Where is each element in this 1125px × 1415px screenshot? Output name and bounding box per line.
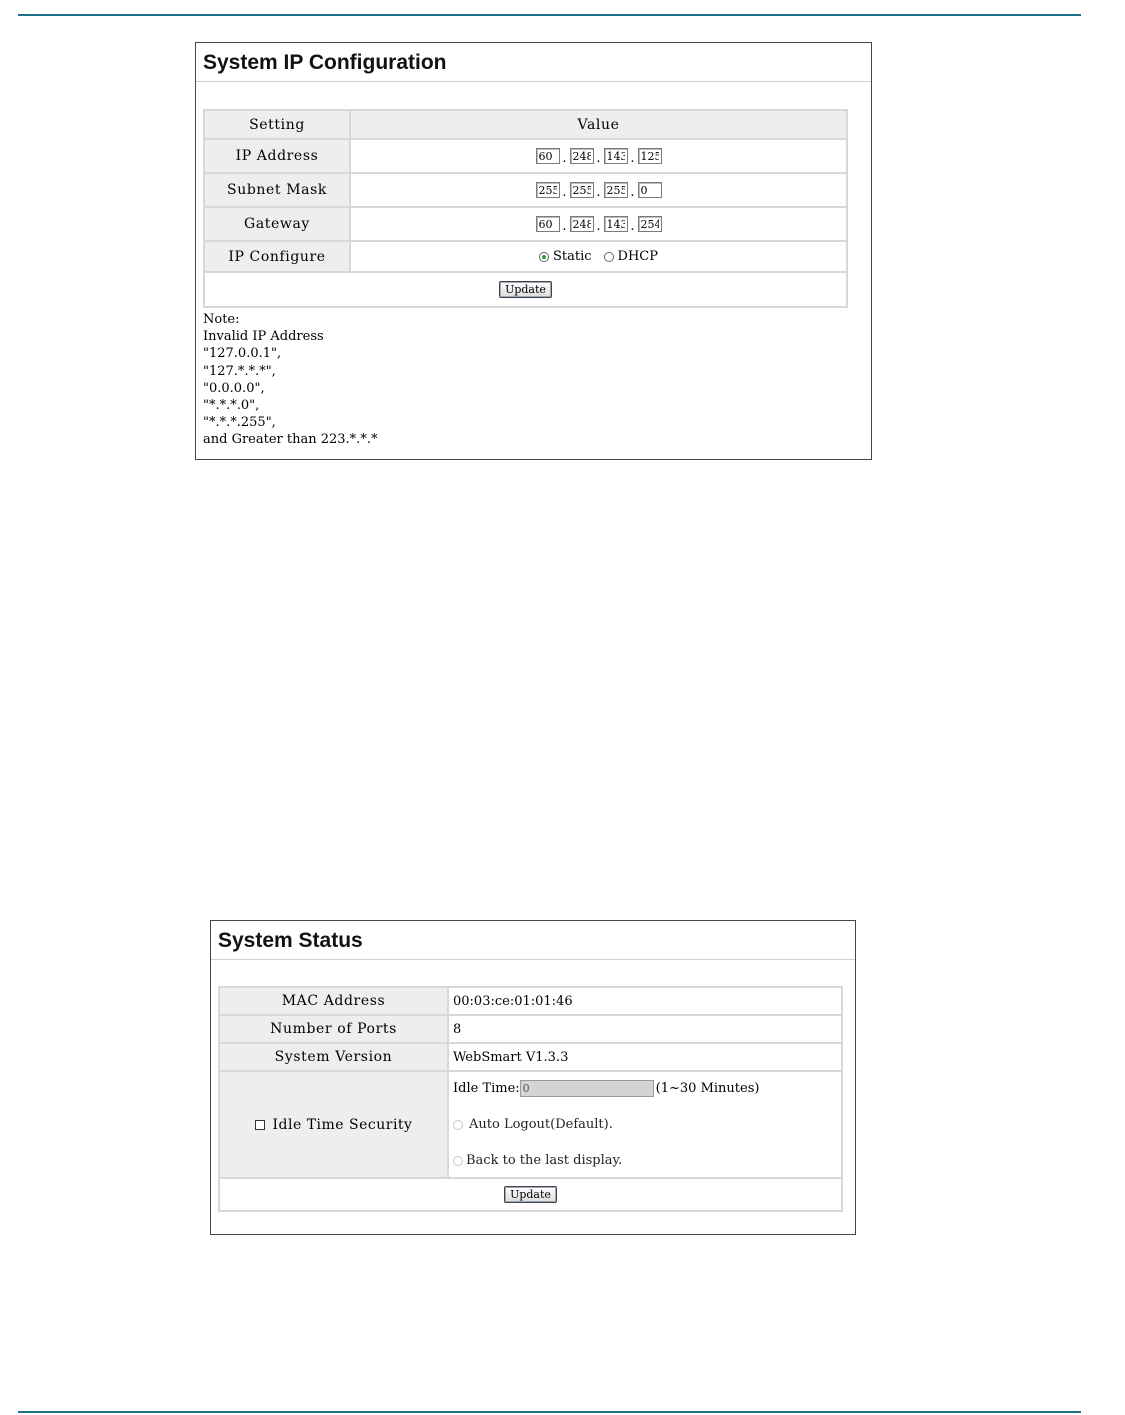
subnet-mask-octet-1[interactable] [536, 182, 560, 198]
octet-separator: . [562, 219, 567, 234]
ip-configure-label: IP Configure [205, 242, 349, 271]
dhcp-radio[interactable] [604, 252, 614, 262]
top-rule [18, 14, 1081, 16]
mac-address-label: MAC Address [220, 988, 447, 1014]
ip-config-title: System IP Configuration [196, 43, 871, 82]
note-line: "127.0.0.1", [203, 346, 282, 362]
auto-logout-radio[interactable] [453, 1120, 463, 1130]
gateway-octet-2[interactable] [570, 216, 594, 232]
system-status-title: System Status [211, 921, 855, 960]
ip-address-value [351, 140, 846, 172]
gateway-label: Gateway [205, 208, 349, 240]
gateway-octet-3[interactable] [604, 216, 628, 232]
auto-logout-label: Auto Logout(Default). [469, 1117, 613, 1132]
ip-address-octet-1[interactable] [536, 148, 560, 164]
header-value: Value [351, 111, 846, 138]
octet-separator: . [630, 219, 635, 234]
subnet-mask-value [351, 174, 846, 206]
idle-time-security-label: Idle Time Security [272, 1116, 413, 1133]
note-line: "*.*.*.0", [203, 398, 260, 414]
subnet-mask-octet-4[interactable] [638, 182, 662, 198]
ip-update-button[interactable]: Update [499, 281, 552, 298]
number-of-ports-value: 8 [449, 1016, 841, 1042]
note-line: Invalid IP Address [203, 329, 324, 345]
octet-separator: . [630, 185, 635, 200]
octet-separator: . [562, 151, 567, 166]
bottom-rule [18, 1411, 1081, 1413]
octet-separator: . [596, 151, 601, 166]
gateway-value [351, 208, 846, 240]
idle-time-security-checkbox[interactable] [255, 1120, 265, 1130]
number-of-ports-label: Number of Ports [220, 1016, 447, 1042]
static-label: Static [552, 249, 592, 264]
ip-config-table [203, 109, 848, 308]
system-version-label: System Version [220, 1044, 447, 1070]
ip-configure-value [351, 242, 846, 271]
octet-separator: . [596, 219, 601, 234]
octet-separator: . [596, 185, 601, 200]
system-version-value: WebSmart V1.3.3 [449, 1044, 841, 1070]
status-update-button[interactable]: Update [504, 1186, 557, 1203]
ip-address-octet-2[interactable] [570, 148, 594, 164]
gateway-octet-4[interactable] [638, 216, 662, 232]
idle-time-range: (1~30 Minutes) [655, 1081, 760, 1096]
header-setting: Setting [205, 111, 349, 138]
system-ip-configuration-panel [195, 42, 872, 460]
static-radio[interactable] [539, 252, 549, 262]
subnet-mask-octet-2[interactable] [570, 182, 594, 198]
subnet-mask-label: Subnet Mask [205, 174, 349, 206]
status-update-cell [220, 1179, 841, 1210]
dhcp-label: DHCP [617, 249, 658, 264]
subnet-mask-octet-3[interactable] [604, 182, 628, 198]
invalid-ip-notes [203, 311, 377, 449]
octet-separator: . [562, 185, 567, 200]
update-cell [205, 273, 846, 306]
note-line: Note: [203, 312, 240, 327]
idle-time-options [449, 1072, 841, 1177]
gateway-octet-1[interactable] [536, 216, 560, 232]
system-status-panel [210, 920, 856, 1235]
ip-address-octet-3[interactable] [604, 148, 628, 164]
system-status-table [218, 986, 843, 1212]
note-line: and Greater than 223.*.*.* [203, 432, 378, 448]
back-to-last-display-label: Back to the last display. [466, 1153, 623, 1168]
idle-time-security-cell [220, 1072, 447, 1177]
ip-address-octet-4[interactable] [638, 148, 662, 164]
note-line: "*.*.*.255", [203, 415, 276, 431]
back-to-last-display-radio[interactable] [453, 1156, 463, 1166]
idle-time-label: Idle Time: [453, 1081, 520, 1096]
octet-separator: . [630, 151, 635, 166]
ip-address-label: IP Address [205, 140, 349, 172]
note-line: "127.*.*.*", [203, 363, 276, 379]
note-line: "0.0.0.0", [203, 380, 265, 396]
idle-time-input[interactable] [520, 1080, 654, 1097]
mac-address-value: 00:03:ce:01:01:46 [449, 988, 841, 1014]
